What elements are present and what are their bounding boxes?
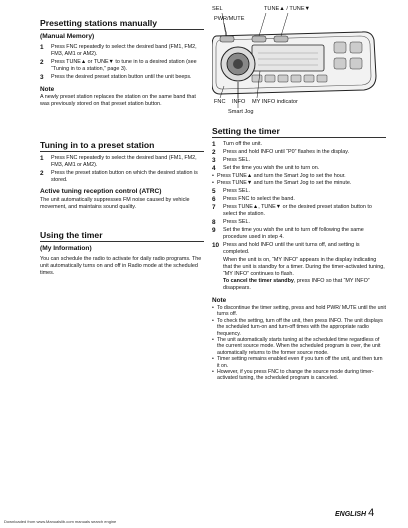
timer-step: 5 Press SEL. — [212, 188, 250, 195]
preset-note-heading: Note — [40, 86, 55, 93]
presetting-heading: Presetting stations manually — [40, 18, 204, 30]
atrc-text: The unit automatically suppresses FM noise caused by vehicle movement, and maintains sound quality. — [40, 197, 190, 210]
faceplate-diagram — [212, 6, 388, 124]
timer-step: 9 Set the time you wish the unit to turn off following the same procedure used in step 4. — [212, 227, 364, 240]
setting-timer-section — [212, 126, 386, 382]
my-information-subtitle: (My Information) — [40, 245, 92, 252]
setting-timer-heading: Setting the timer — [212, 126, 386, 138]
timer-note-bullet: • The unit automatically starts tuning at the scheduled time regardless of the current source mode. When the scheduled program is over, the unit automatically returns to the former source mode. — [212, 337, 381, 356]
sel-label: SEL — [212, 6, 223, 12]
pwr-mute-label: PWR/MUTE — [214, 16, 245, 22]
download-source-footer: Downloaded from www.Manualslib.com manuals search engine — [4, 519, 117, 524]
preset-step: 1 Press FNC repeatedly to select the desired band (FM1, FM2, FM3, AM1 or AM2). — [40, 44, 197, 57]
timer-note-bullet: • To check the setting, turn off the unit, then press INFO. The unit displays the scheduled turn-on and turn-off times with the appropriate radio frequency. — [212, 317, 383, 337]
manual-memory-subtitle: (Manual Memory) — [40, 33, 95, 40]
page-number: ENGLISH 4 — [335, 507, 375, 519]
tuning-section — [40, 140, 204, 213]
timer-section — [40, 230, 204, 279]
info-label: INFO — [232, 99, 246, 105]
timer-note-bullet: • However, if you press FNC to change the source mode during timer-activated tuning, the scheduled program is canceled. — [212, 369, 374, 382]
cancel-standby-text: To cancel the timer standby, press INFO so that “MY INFO” disappears. — [223, 278, 370, 291]
preset-step: 2 Press TUNE▲ or TUNE▼ to tune in to a desired station (see “Tuning in to a station,” page 3). — [40, 59, 197, 72]
timer-step: 10 Press and hold INFO until the unit turns off, and setting is completed. — [212, 242, 360, 255]
timer-step: 1 Turn off the unit. — [212, 141, 262, 148]
timer-step: 8 Press SEL. — [212, 219, 250, 226]
timer-step: 3 Press SEL. — [212, 157, 250, 164]
timer-step: 2 Press and hold INFO until “P0” flashes in the display. — [212, 149, 350, 156]
timer-note-heading: Note — [212, 297, 227, 304]
tuning-step: 1 Press FNC repeatedly to select the desired band (FM1, FM2, FM3, AM1 or AM2). — [40, 155, 197, 168]
step10-continuation: When the unit is on, “MY INFO” appears in the display indicating that the unit is standby for a timer. During the timer-activated tuning, “MY INFO” continues to flash. — [223, 257, 385, 277]
timer-note-bullet: • Timer setting remains enabled even if you turn off the unit, and then turn it on. — [212, 356, 383, 369]
timer-step: 4 Set the time you wish the unit to turn on. — [212, 165, 320, 172]
timer-heading: Using the timer — [40, 230, 204, 242]
step4-bullet: • Press TUNE▲ and turn the Smart Jog to set the hour. — [212, 173, 346, 179]
timer-step: 6 Press FNC to select the band. — [212, 196, 295, 203]
timer-intro-text: You can schedule the radio to activate for daily radio programs. The unit automatically turns on and off in Radio mode at the scheduled times. — [40, 256, 202, 276]
tuning-heading: Tuning in to a preset station — [40, 140, 204, 152]
atrc-heading: Active tuning reception control (ATRC) — [40, 188, 162, 195]
presetting-section — [40, 18, 204, 110]
timer-step: 7 Press TUNE▲, TUNE▼ or the desired preset station button to select the station. — [212, 204, 372, 217]
faceplate-illustration — [212, 6, 388, 124]
tuning-step: 2 Press the preset station button on which the desired station is stored. — [40, 170, 198, 183]
my-info-indicator-label: MY INFO indicator — [252, 99, 298, 105]
smart-jog-label: Smart Jog — [228, 109, 254, 115]
step4-bullet: • Press TUNE▼ and turn the Smart Jog to set the minute. — [212, 180, 352, 186]
timer-note-bullet: • To discontinue the timer setting, press and hold PWR/ MUTE until the unit turns off. — [212, 305, 386, 318]
tune-label: TUNE▲ / TUNE▼ — [264, 6, 311, 12]
preset-note-text: A newly preset station replaces the station on the same band that was previously stored on that preset station button. — [40, 94, 196, 107]
fnc-label: FNC — [214, 99, 226, 105]
preset-step: 3 Press the desired preset station button until the unit beeps. — [40, 74, 192, 81]
